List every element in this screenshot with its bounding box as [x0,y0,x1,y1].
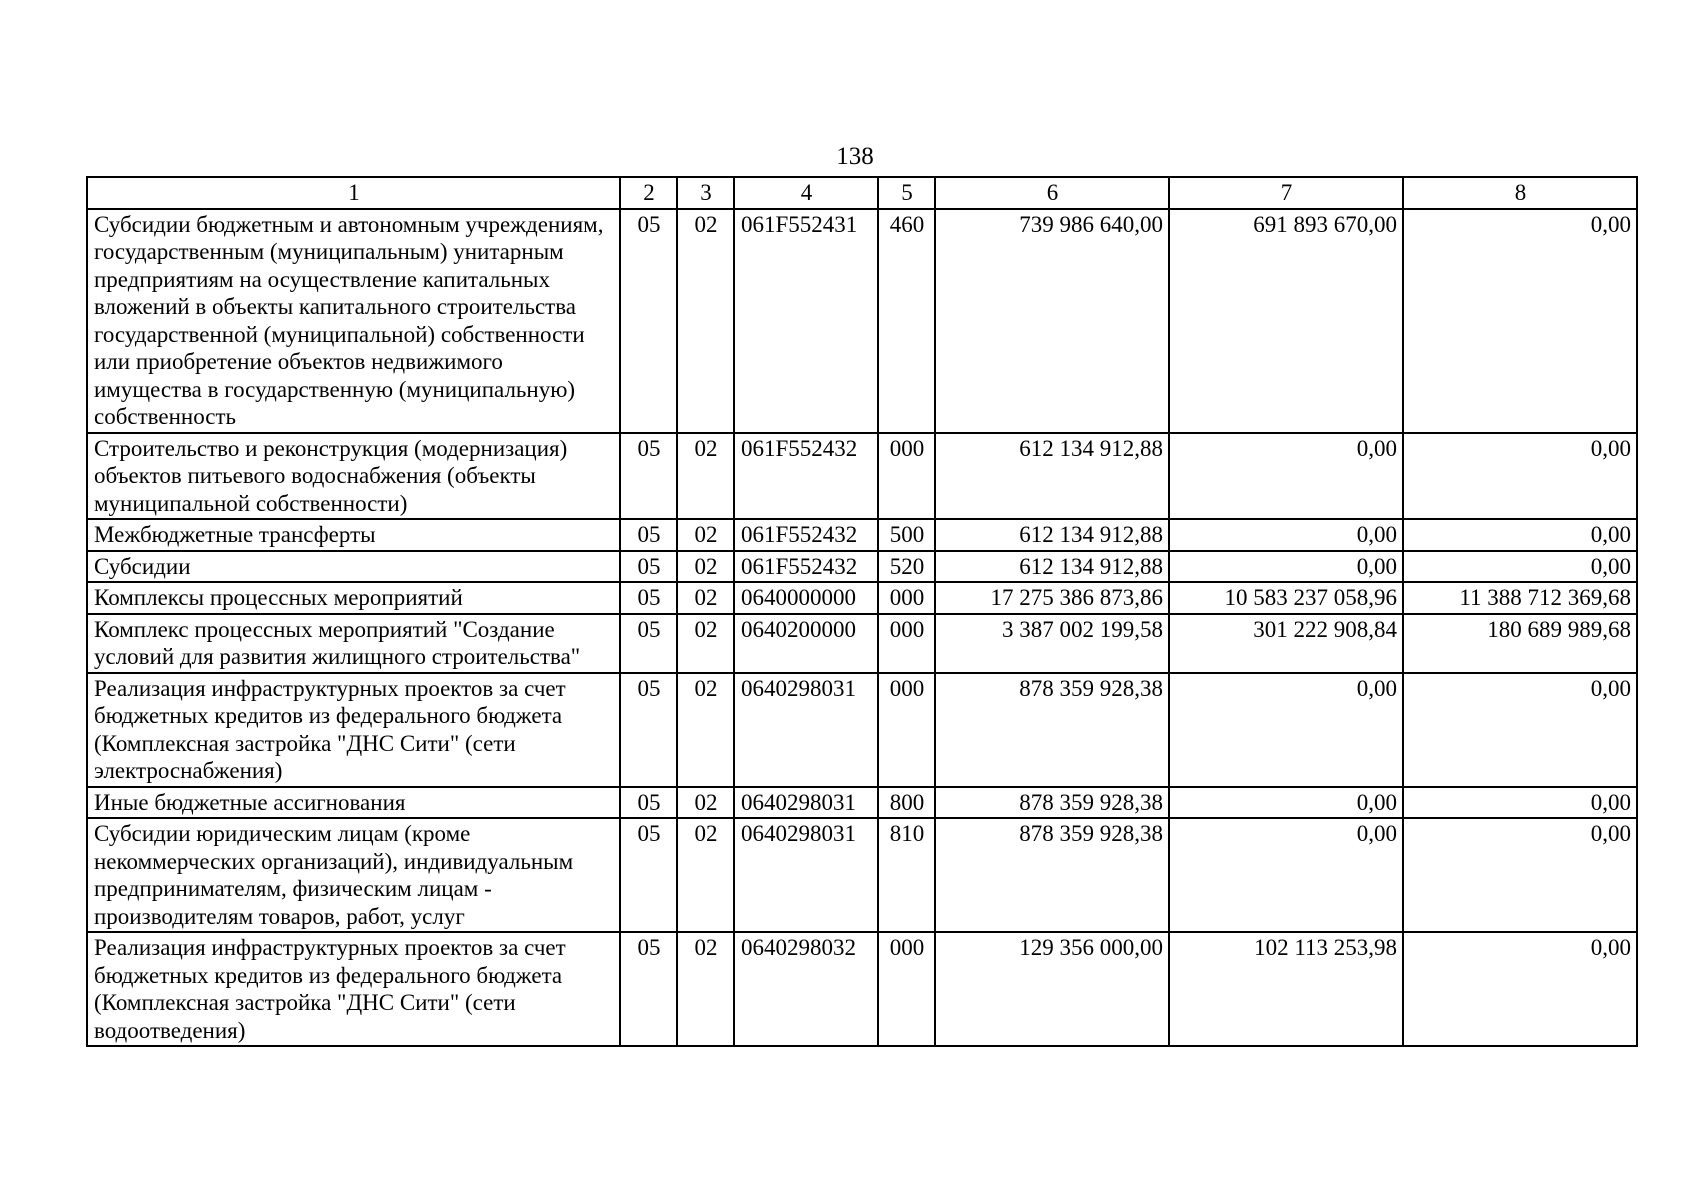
amount-col-7: 0,00 [1169,551,1403,583]
section-code: 05 [620,614,677,673]
target-article-code: 0640200000 [734,614,878,673]
page-number: 138 [836,143,874,170]
row-name: Субсидии [87,551,620,583]
subsection-code: 02 [677,614,734,673]
amount-col-6: 129 356 000,00 [935,932,1169,1046]
expense-type-code: 000 [878,582,935,614]
expense-type-code: 810 [878,818,935,932]
section-code: 05 [620,519,677,551]
amount-col-6: 612 134 912,88 [935,433,1169,520]
amount-col-7: 691 893 670,00 [1169,209,1403,433]
subsection-code: 02 [677,519,734,551]
amount-col-7: 10 583 237 058,96 [1169,582,1403,614]
header-col-7: 7 [1169,177,1403,209]
amount-col-7: 0,00 [1169,673,1403,787]
row-name: Реализация инфраструктурных проектов за счет бюджетных кредитов из федерального бюджета (Комплексная застройка "ДНС Сити" (сети электроснабжения) [87,673,620,787]
amount-col-6: 3 387 002 199,58 [935,614,1169,673]
target-article-code: 061F552432 [734,551,878,583]
expense-type-code: 460 [878,209,935,433]
header-col-6: 6 [935,177,1169,209]
table-row [87,209,1637,433]
amount-col-6: 612 134 912,88 [935,551,1169,583]
table-row [87,433,1637,520]
amount-col-8: 0,00 [1403,209,1637,433]
subsection-code: 02 [677,433,734,520]
amount-col-8: 180 689 989,68 [1403,614,1637,673]
subsection-code: 02 [677,932,734,1046]
header-row [87,177,1637,209]
row-name: Иные бюджетные ассигнования [87,787,620,819]
row-name: Субсидии юридическим лицам (кроме некоммерческих организаций), индивидуальным предпринимателям, физическим лицам - производителям товаров, работ, услуг [87,818,620,932]
subsection-code: 02 [677,787,734,819]
header-col-4: 4 [734,177,878,209]
amount-col-8: 0,00 [1403,433,1637,520]
table-row [87,932,1637,1046]
budget-table [86,176,1638,1047]
expense-type-code: 500 [878,519,935,551]
expense-type-code: 000 [878,433,935,520]
amount-col-7: 102 113 253,98 [1169,932,1403,1046]
expense-type-code: 800 [878,787,935,819]
subsection-code: 02 [677,818,734,932]
amount-col-7: 301 222 908,84 [1169,614,1403,673]
amount-col-8: 0,00 [1403,551,1637,583]
amount-col-6: 878 359 928,38 [935,673,1169,787]
subsection-code: 02 [677,551,734,583]
amount-col-6: 878 359 928,38 [935,818,1169,932]
table-row [87,818,1637,932]
target-article-code: 061F552431 [734,209,878,433]
row-name: Строительство и реконструкция (модернизация) объектов питьевого водоснабжения (объекты муниципальной собственности) [87,433,620,520]
amount-col-7: 0,00 [1169,519,1403,551]
header-col-2: 2 [620,177,677,209]
table-row [87,673,1637,787]
row-name: Субсидии бюджетным и автономным учреждениям, государственным (муниципальным) унитарным предприятиям на осуществление капитальных вложений в объекты капитального строительства государственной (муниципальной) собственности или приобретение объектов недвижимого имущества в государственную (муниципальную) собственность [87,209,620,433]
amount-col-7: 0,00 [1169,433,1403,520]
amount-col-6: 612 134 912,88 [935,519,1169,551]
target-article-code: 061F552432 [734,433,878,520]
target-article-code: 0640298031 [734,673,878,787]
table-header [87,177,1637,209]
amount-col-8: 11 388 712 369,68 [1403,582,1637,614]
amount-col-7: 0,00 [1169,818,1403,932]
section-code: 05 [620,818,677,932]
amount-col-8: 0,00 [1403,519,1637,551]
table-body [87,209,1637,1047]
target-article-code: 0640298031 [734,787,878,819]
amount-col-6: 17 275 386 873,86 [935,582,1169,614]
subsection-code: 02 [677,209,734,433]
section-code: 05 [620,433,677,520]
amount-col-6: 878 359 928,38 [935,787,1169,819]
row-name: Межбюджетные трансферты [87,519,620,551]
amount-col-8: 0,00 [1403,673,1637,787]
target-article-code: 061F552432 [734,519,878,551]
subsection-code: 02 [677,673,734,787]
amount-col-6: 739 986 640,00 [935,209,1169,433]
section-code: 05 [620,787,677,819]
section-code: 05 [620,551,677,583]
table-row [87,582,1637,614]
table-row [87,519,1637,551]
target-article-code: 0640000000 [734,582,878,614]
amount-col-8: 0,00 [1403,932,1637,1046]
header-col-5: 5 [878,177,935,209]
section-code: 05 [620,209,677,433]
expense-type-code: 520 [878,551,935,583]
amount-col-8: 0,00 [1403,787,1637,819]
expense-type-code: 000 [878,673,935,787]
target-article-code: 0640298031 [734,818,878,932]
section-code: 05 [620,582,677,614]
header-col-8: 8 [1403,177,1637,209]
row-name: Комплекс процессных мероприятий "Создание условий для развития жилищного строительства" [87,614,620,673]
amount-col-8: 0,00 [1403,818,1637,932]
subsection-code: 02 [677,582,734,614]
expense-type-code: 000 [878,932,935,1046]
table-row [87,614,1637,673]
section-code: 05 [620,932,677,1046]
header-col-3: 3 [677,177,734,209]
table-row [87,787,1637,819]
row-name: Реализация инфраструктурных проектов за счет бюджетных кредитов из федерального бюджета (Комплексная застройка "ДНС Сити" (сети водоотведения) [87,932,620,1046]
header-col-1: 1 [87,177,620,209]
table-row [87,551,1637,583]
target-article-code: 0640298032 [734,932,878,1046]
amount-col-7: 0,00 [1169,787,1403,819]
section-code: 05 [620,673,677,787]
expense-type-code: 000 [878,614,935,673]
row-name: Комплексы процессных мероприятий [87,582,620,614]
